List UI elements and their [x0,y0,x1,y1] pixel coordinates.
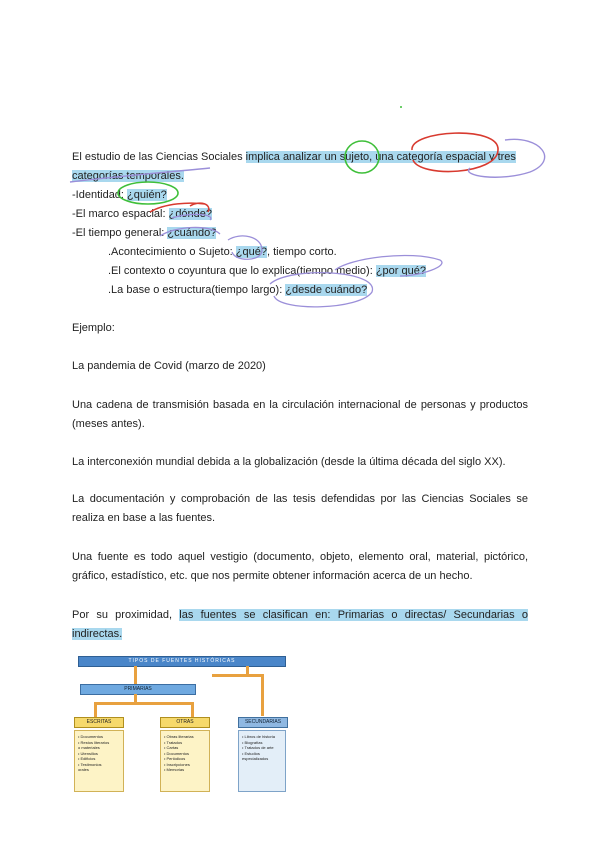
arrow-escritas [94,702,97,717]
arrow-secundarias-h [212,674,262,677]
arrow-split-h [94,702,194,705]
list-item: • Tratados de arte [242,745,274,750]
bullet-label: -El tiempo general: [72,227,168,239]
list-item: • Documentos [78,734,103,739]
proximidad-highlight: las fuentes se clasifican en: Primarias o directas/ Secundarias o indirectas. [72,609,528,640]
list-item: especializados [242,756,269,761]
list-otras [160,730,210,792]
bullet-question: ¿dónde? [168,208,213,220]
diagram-otras: OTRAS [160,717,210,728]
list-item: • Memorias [164,767,185,772]
list-item: • Libros de historia [242,734,275,739]
sub-question: ¿por qué? [375,265,426,277]
list-item: orales [78,767,89,772]
sub-question: ¿qué? [235,246,267,258]
paragraph-pandemia: La pandemia de Covid (marzo de 2020) [72,360,266,372]
sub-bullet-contexto [108,264,426,278]
list-item: • Documentos [164,750,189,756]
intro-line-2 [72,169,184,183]
arrow-primarias [134,666,137,684]
list-item: • Biografías [242,739,263,745]
list-item: • Cartas [164,745,179,750]
arrow-otras [191,702,194,717]
intro-line-1 [72,150,516,164]
diagram-primarias: PRIMARIAS [80,684,196,695]
bullet-label: -Identidad: [72,189,128,201]
list-escritas [74,730,124,792]
list-item: • Utensilios [78,750,98,756]
sub-tail: , tiempo corto. [267,246,337,258]
proximidad-text: Por su proximidad, [72,609,180,621]
bullet-marco-espacial [72,207,212,221]
paragraph-documentacion: La documentación y comprobación de las tesis defendidas por las Ciencias Sociales se realiza en base a las fuentes. [72,493,528,524]
bullet-question: ¿cuándo? [167,227,217,239]
paragraph-fuente: Una fuente es todo aquel vestigio (documento, objeto, elemento oral, material, pictórico, gráfico, estadístico, etc. que nos permite obtener información acerca de un hecho. [72,551,528,582]
list-item: • Edificios [78,756,96,761]
example-label: Ejemplo: [72,322,115,334]
intro-highlight: implica analizar un sujeto, una categoría espacial y tres [245,151,516,163]
list-secundarias [238,730,286,792]
fuentes-diagram [72,654,288,792]
list-item: • Estudios [242,750,260,756]
list-item: • Testimonios [78,761,102,767]
diagram-escritas: ESCRITAS [74,717,124,728]
list-item: • Inscripciones [164,761,190,767]
bullet-question: ¿quién? [127,189,167,201]
sub-label: .Acontecimiento o Sujeto: [108,246,236,258]
arrow-prim-down [134,694,137,703]
sub-bullet-acontecimiento [108,245,337,259]
diagram-secundarias: SECUNDARIAS [238,717,288,728]
paragraph-interconexion: La interconexión mundial debida a la globalización (desde la última década del siglo XX). [72,456,506,468]
ink-dot [400,106,402,108]
sub-bullet-estructura [108,283,367,297]
bullet-label: -El marco espacial: [72,208,169,220]
intro-highlight-2: categorías temporales. [72,170,184,182]
list-item: o materiales [78,745,100,750]
sub-question: ¿desde cuándo? [285,284,368,296]
sub-label: .El contexto o coyuntura que lo explica(tiempo medio): [108,265,376,277]
intro-text: El estudio de las Ciencias Sociales [72,151,246,163]
list-item: • Restos literarios [78,739,110,745]
list-item: • Tratados [164,739,183,745]
paragraph-cadena: Una cadena de transmisión basada en la circulación internacional de personas y productos (meses antes). [72,399,528,430]
diagram-title: TIPOS DE FUENTES HISTÓRICAS [78,656,286,667]
arrow-secundarias-down [261,674,264,716]
bullet-identidad [72,188,167,202]
list-item: • Periódicos [164,756,186,761]
paragraph-proximidad [72,606,528,644]
bullet-tiempo-general [72,226,216,240]
sub-label: .La base o estructura(tiempo largo): [108,284,286,296]
list-item: • Obras literarias [164,734,194,739]
